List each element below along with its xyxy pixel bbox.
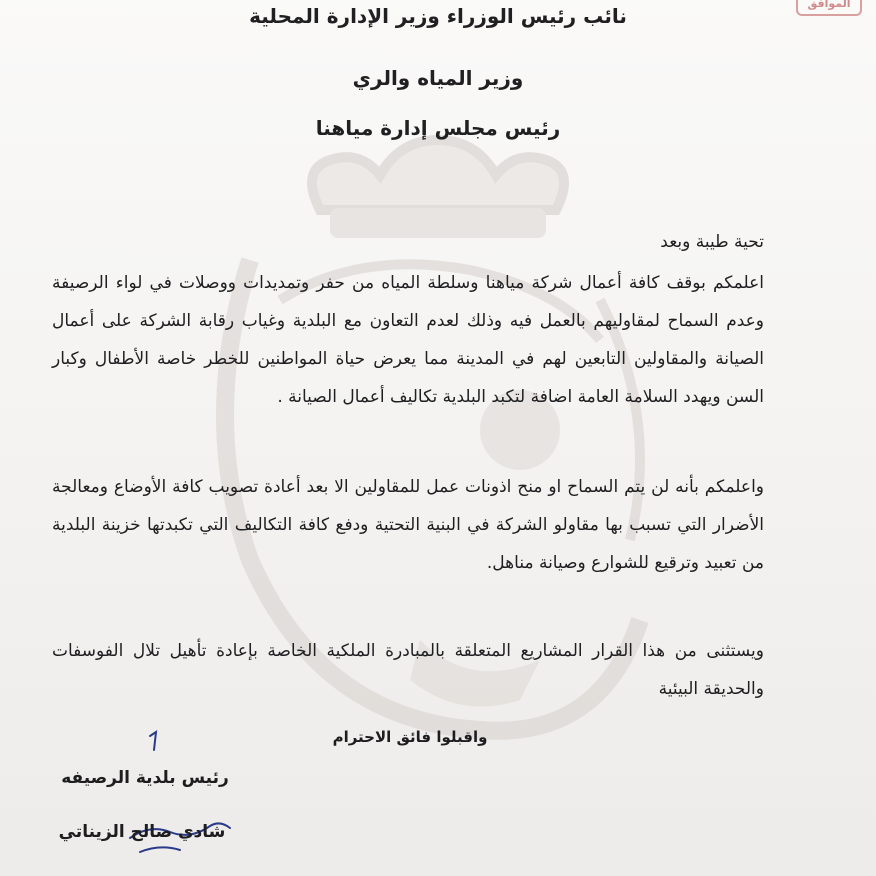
signatory-name: شادي صالح الزيناتي (58, 822, 226, 842)
closing-remark: واقبلوا فائق الاحترام (332, 728, 488, 746)
recipient-line-3: رئيس مجلس إدارة مياهنا (315, 116, 561, 140)
recipient-line-1: نائب رئيس الوزراء وزير الإدارة المحلية (249, 4, 627, 28)
paragraph-3: ويستثنى من هذا القرار المشاريع المتعلقة بالمبادرة الملكية الخاصة بإعادة تأهيل تلال الفوسفات والحديقة البيئية (52, 641, 764, 699)
signatory-title: رئيس بلدية الرصيفه (61, 768, 229, 788)
greeting: تحية طيبة وبعد (660, 232, 764, 252)
handwritten-signature (120, 728, 240, 868)
date-stamp: الموافق (796, 0, 862, 16)
paragraph-2: واعلمكم بأنه لن يتم السماح او منح اذونات عمل للمقاولين الا بعد أعادة تصويب كافة الأوضاع ومعالجة الأضرار التي تسبب بها مقاولو الشركة في البنية التحتية ودفع كافة التكاليف التي تكبدتها خزينة البلدية من تعبيد وترقيع للشوارع وصيانة مناهل. (52, 477, 764, 573)
paragraph-1: اعلمكم بوقف كافة أعمال شركة مياهنا وسلطة المياه من حفر وتمديدات ووصلات في لواء الرصيفة وعدم السماح لمقاوليهم بالعمل فيه وذلك لعدم التعاون مع البلدية وغياب رقابة الشركة على أعمال الصيانة والمقاولين التابعين لهم في المدينة مما يعرض حياة المواطنين للخطر خاصة الأطفال وكبار السن ويهدد السلامة العامة اضافة لتكبد البلدية تكاليف أعمال الصيانة . (52, 273, 764, 407)
recipient-line-2: وزير المياه والري (352, 66, 524, 90)
